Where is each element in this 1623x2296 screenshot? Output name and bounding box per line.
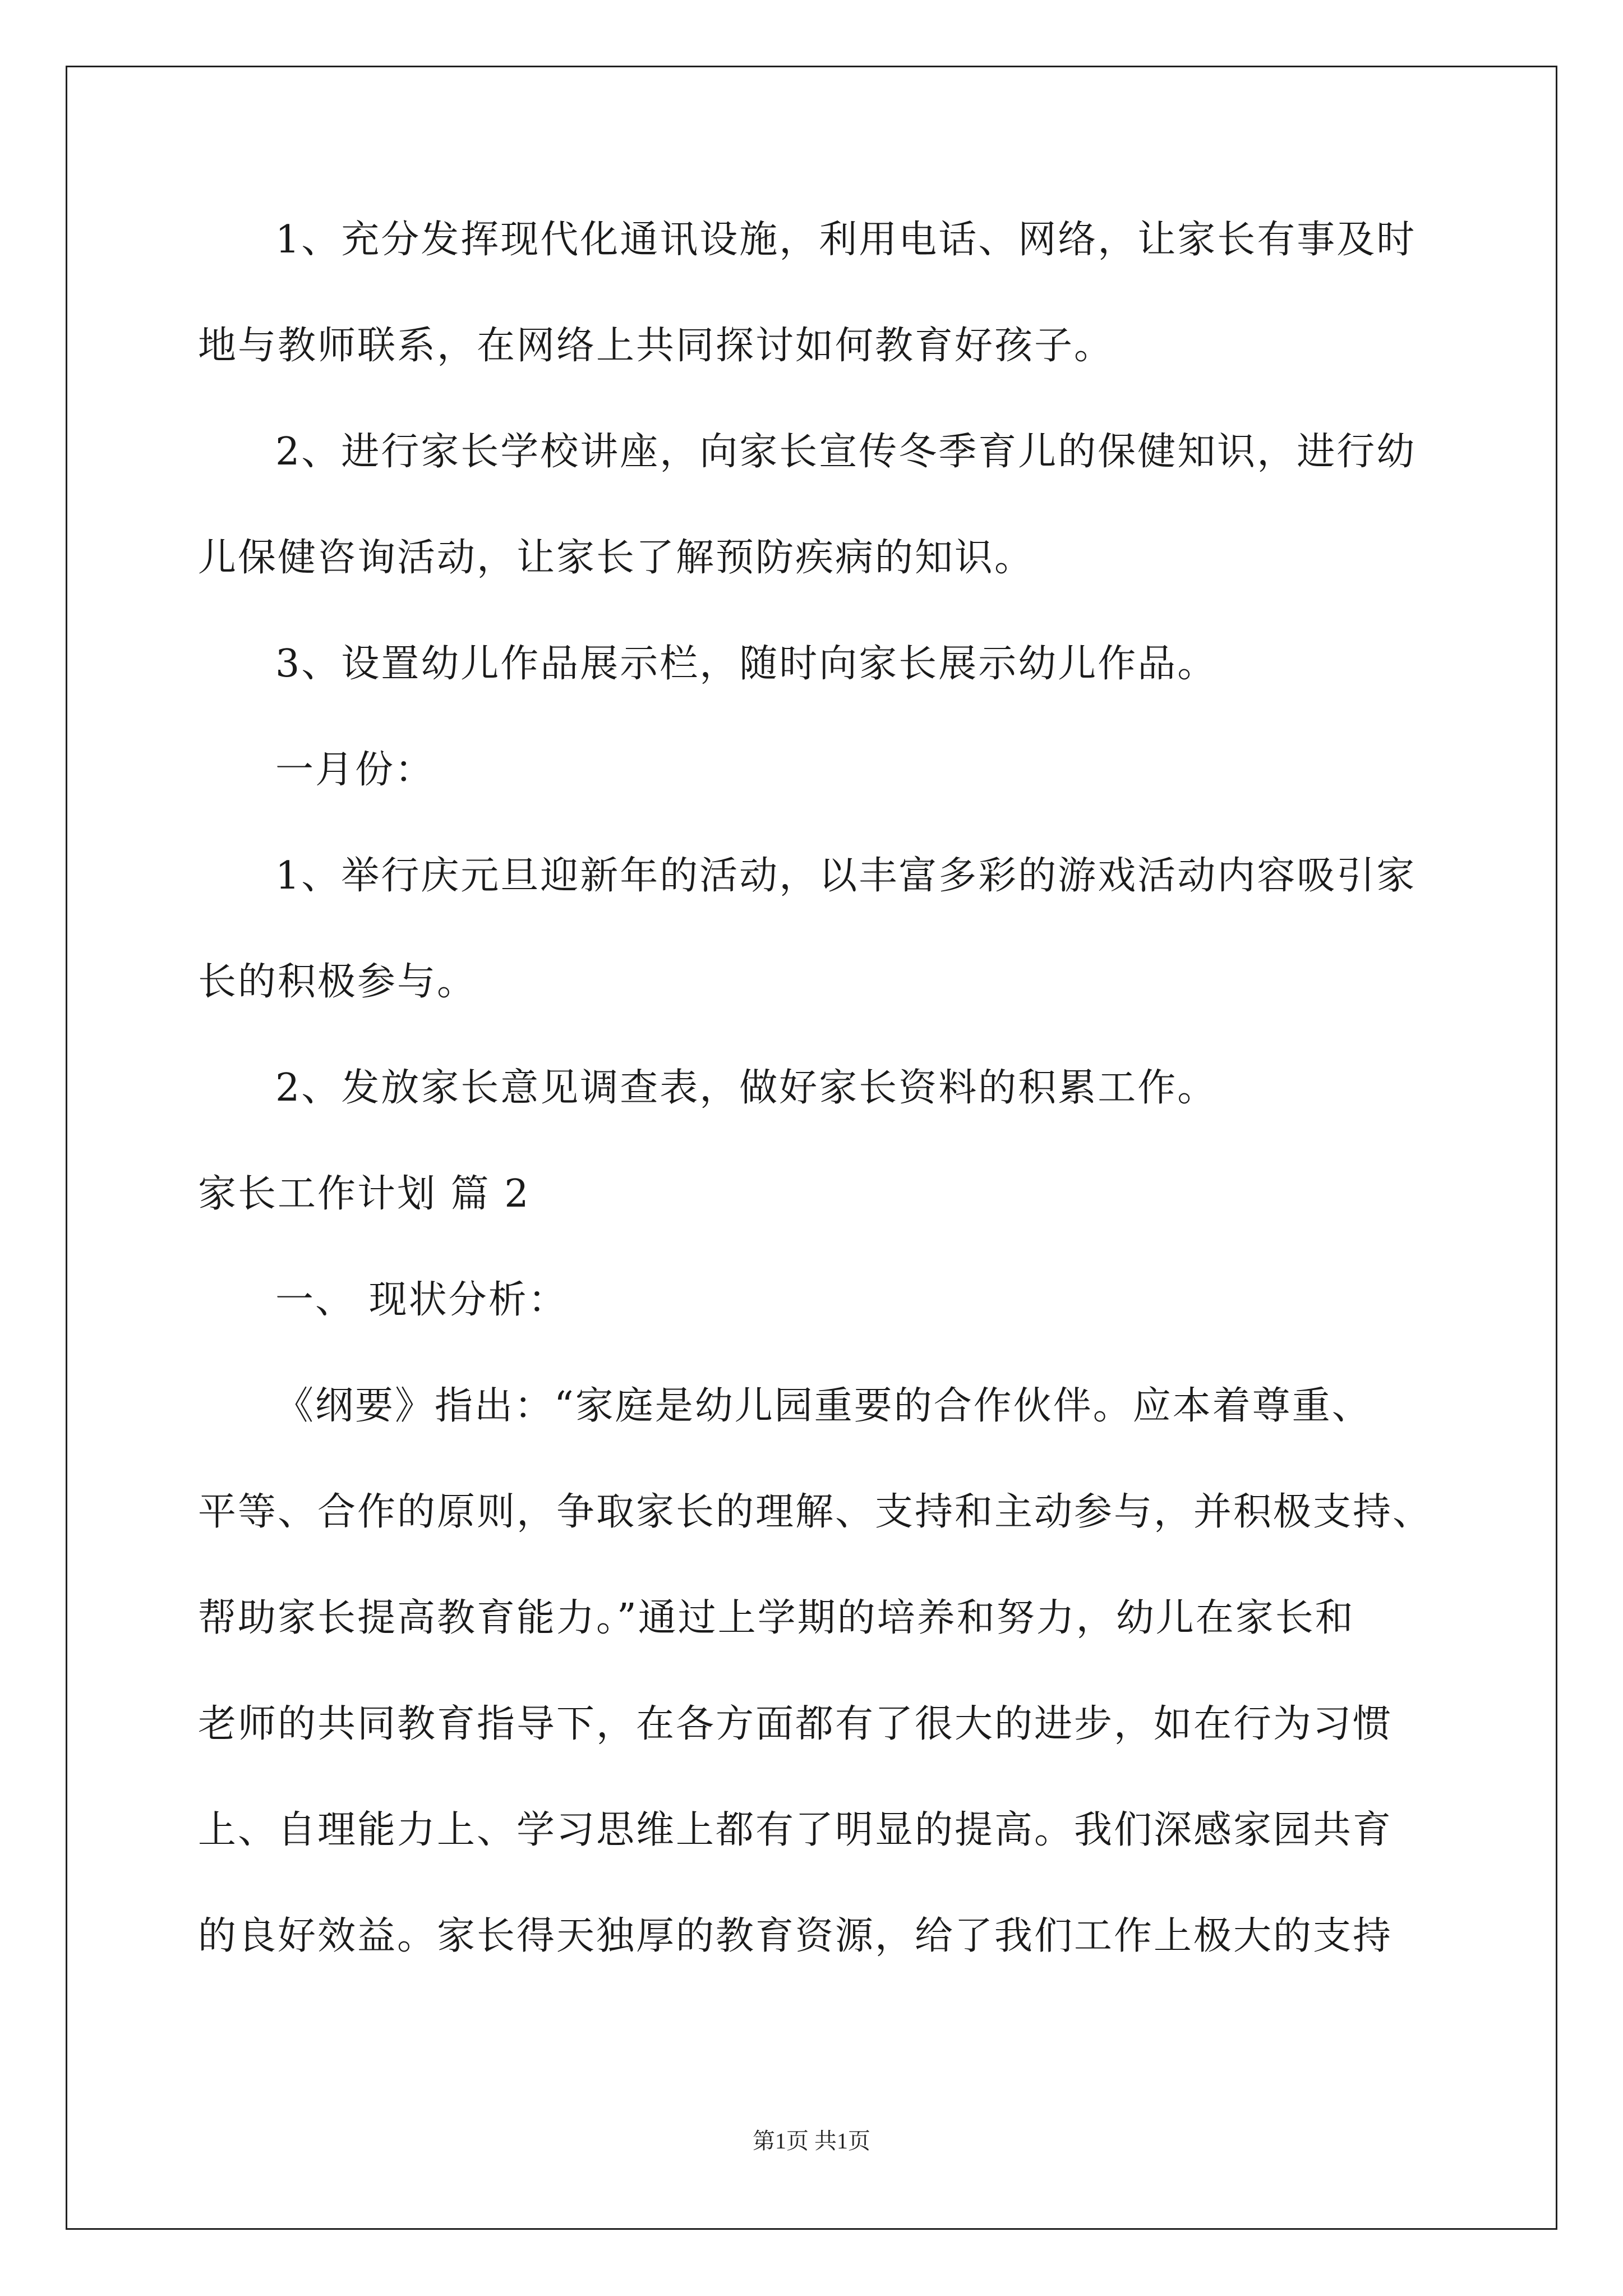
section-heading-january: 一月份： <box>275 748 435 792</box>
paragraph-6-line-3: 帮助家长提高教育能力。”通过上学期的培养和努力，幼儿在家长和 <box>198 1596 1355 1640</box>
paragraph-1-line-2: 地与教师联系，在网络上共同探讨如何教育好孩子。 <box>198 324 1114 368</box>
paragraph-2-line-1: 2、进行家长学校讲座，向家长宣传冬季育儿的保健知识，进行幼 <box>275 430 1417 474</box>
paragraph-4-line-1: 1、举行庆元旦迎新年的活动，以丰富多彩的游戏活动内容吸引家 <box>275 854 1417 898</box>
article-title: 家长工作计划 篇 2 <box>198 1172 531 1216</box>
paragraph-6-line-2: 平等、合作的原则，争取家长的理解、支持和主动参与，并积极支持、 <box>198 1490 1433 1534</box>
section-heading-status: 一、 现状分析： <box>275 1278 568 1322</box>
page-footer: 第1页 共1页 <box>753 2128 870 2154</box>
paragraph-2-line-2: 儿保健咨询活动，让家长了解预防疾病的知识。 <box>198 536 1035 580</box>
paragraph-1-line-1: 1、充分发挥现代化通讯设施，利用电话、网络，让家长有事及时 <box>275 218 1417 262</box>
paragraph-6-line-1: 《纲要》指出：“家庭是幼儿园重要的合作伙伴。应本着尊重、 <box>275 1384 1372 1428</box>
paragraph-3-line-1: 3、设置幼儿作品展示栏，随时向家长展示幼儿作品。 <box>275 642 1218 686</box>
paragraph-4-line-2: 长的积极参与。 <box>198 960 477 1004</box>
paragraph-6-line-5: 上、自理能力上、学习思维上都有了明显的提高。我们深感家园共育 <box>198 1808 1393 1852</box>
paragraph-6-line-6: 的良好效益。家长得天独厚的教育资源，给了我们工作上极大的支持 <box>198 1914 1393 1958</box>
paragraph-5-line-1: 2、发放家长意见调查表，做好家长资料的积累工作。 <box>275 1066 1218 1110</box>
paragraph-6-line-4: 老师的共同教育指导下，在各方面都有了很大的进步，如在行为习惯 <box>198 1702 1393 1746</box>
page-border <box>66 66 1557 2230</box>
